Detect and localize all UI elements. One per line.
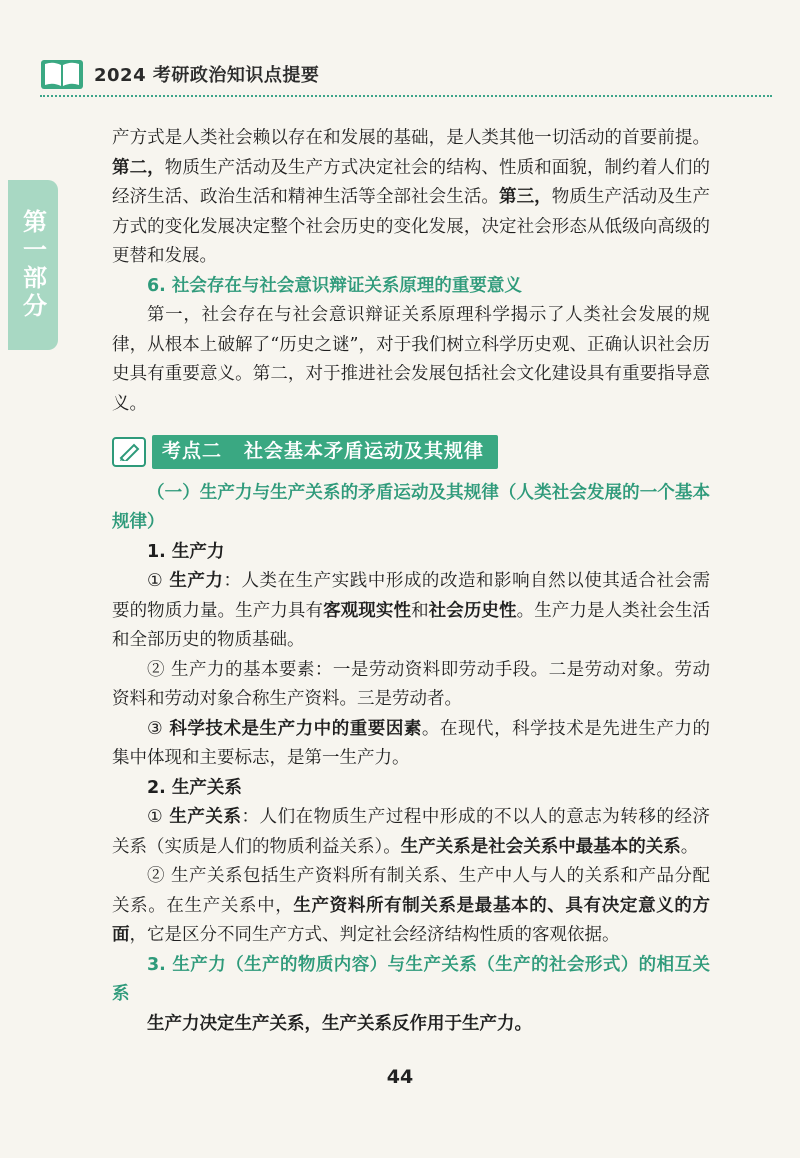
topic-3-body: 生产力决定生产关系，生产关系反作用于生产力。 xyxy=(147,1013,532,1034)
header-divider xyxy=(40,95,772,97)
paragraph-continuation: 产方式是人类社会赖以存在和发展的基础，是人类其他一切活动的首要前提。第二，物质生产活动及生产方式决定社会的结构、性质和面貌，制约着人们的经济生活、政治生活和精神生活等全部社会生活。第三，物质生产活动及生产方式的变化发展决定整个社会历史的变化发展，决定社会形态从低级向高级的更替和发展。 xyxy=(112,128,711,266)
topic-3-heading: 3. 生产力（生产的物质内容）与生产关系（生产的社会形式）的相互关系 xyxy=(112,954,710,1004)
section-6-body: 第一，社会存在与社会意识辩证关系原理科学揭示了人类社会发展的规律，从根本上破解了“历史之谜”，对于我们树立科学历史观、正确认识社会历史具有重要意义。第二，对于推进社会发展包括社会文化建设具有重要指导意义。 xyxy=(112,305,710,414)
topic-2-heading: 2. 生产关系 xyxy=(147,777,242,798)
kaodian-header xyxy=(112,435,710,469)
part-label: 第一部分 xyxy=(18,209,47,321)
topic-1-item-3: ③ 科学技术是生产力中的重要因素。在现代，科学技术是先进生产力的集中体现和主要标志，是第一生产力。 xyxy=(112,718,710,768)
topic-2-item-1: ① 生产关系：人们在物质生产过程中形成的不以人的意志为转移的经济关系（实质是人们的物质利益关系）。生产关系是社会关系中最基本的关系。 xyxy=(112,807,710,857)
book-title: 2024 考研政治知识点提要 xyxy=(94,65,320,86)
page-number: 44 xyxy=(386,1066,414,1088)
kaodian-title: 社会基本矛盾运动及其规律 xyxy=(244,440,485,462)
page-header xyxy=(40,54,319,94)
topic-1-heading: 1. 生产力 xyxy=(147,541,225,562)
kaodian-banner xyxy=(152,435,498,469)
part-side-tab xyxy=(8,180,58,350)
topic-1-item-1: ① 生产力：人类在生产实践中形成的改造和影响自然以使其适合社会需要的物质力量。生产力具有客观现实性和社会历史性。生产力是人类社会生活和全部历史的物质基础。 xyxy=(112,571,711,650)
open-book-icon xyxy=(40,57,84,91)
subsection-heading: （一）生产力与生产关系的矛盾运动及其规律（人类社会发展的一个基本规律） xyxy=(112,482,710,532)
page-content xyxy=(112,124,710,1039)
topic-1-item-2: ② 生产力的基本要素：一是劳动资料即劳动手段。二是劳动对象。劳动资料和劳动对象合称生产资料。三是劳动者。 xyxy=(112,659,710,709)
pencil-icon xyxy=(112,437,146,467)
topic-2-item-2: ② 生产关系包括生产资料所有制关系、生产中人与人的关系和产品分配关系。在生产关系中，生产资料所有制关系是最基本的、具有决定意义的方面，它是区分不同生产方式、判定社会经济结构性质的客观依据。 xyxy=(112,866,710,945)
section-6-heading: 6. 社会存在与社会意识辩证关系原理的重要意义 xyxy=(147,275,522,296)
kaodian-label: 考点二 xyxy=(162,440,223,462)
